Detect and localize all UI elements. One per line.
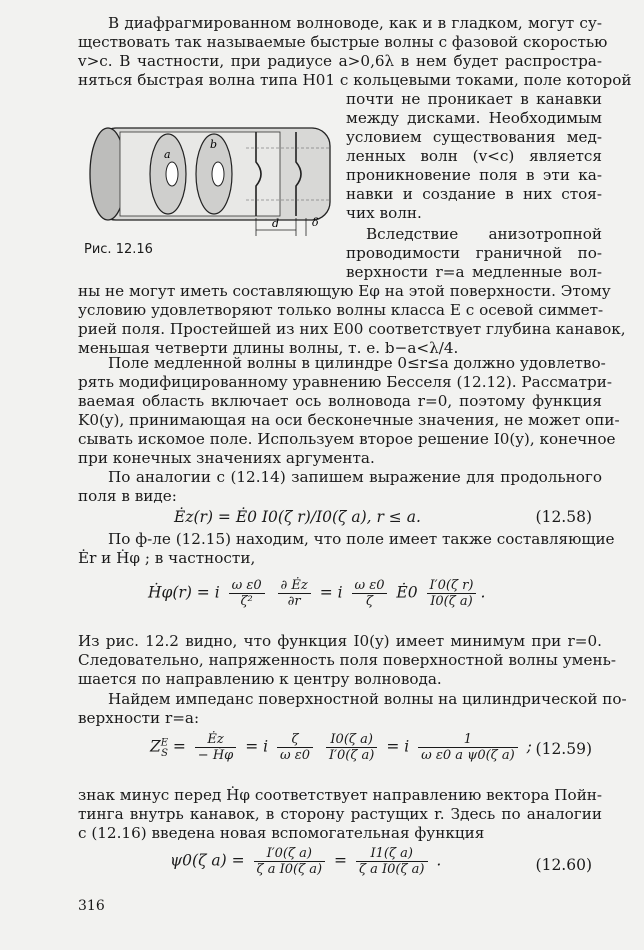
- label-delta: δ: [312, 216, 319, 229]
- text-line: Найдем импеданс поверхностной волны на цилиндрической по-: [108, 690, 627, 708]
- text-line: рять модифицированному уравнению Бесселя (12.12). Рассматри-: [78, 373, 612, 391]
- fraction: [418, 732, 518, 763]
- paragraph-7: [78, 690, 627, 728]
- text-line: ществовать так называемые быстрые волны с фазовой скоростью: [78, 33, 608, 51]
- text-line: сывать искомое поле. Используем второе решение I0(y), конечное: [78, 430, 616, 448]
- text-line: поля в виде:: [78, 487, 177, 505]
- denominator: ζ²: [240, 594, 253, 609]
- side-column-2: [346, 225, 602, 282]
- text-line: рией поля. Простейшей из них E00 соответствует глубина канавок,: [78, 320, 626, 338]
- text-line: почти не проникает в канавки: [346, 90, 602, 108]
- eq-mid: = i: [245, 737, 269, 756]
- paragraph-1: [78, 14, 632, 90]
- text-line: няться быстрая волна типа H01 с кольцевыми токами, поле которой: [78, 71, 632, 89]
- figure-waveguide: [80, 118, 340, 238]
- fraction: [356, 846, 428, 877]
- numerator: I1(ζ a): [356, 846, 428, 862]
- figure-caption: Рис. 12.16: [84, 242, 153, 257]
- denominator: ω ε0 a ψ0(ζ a): [421, 748, 515, 763]
- paragraph-2: [78, 282, 626, 358]
- text-line: верхности r=a медленные вол-: [346, 263, 602, 281]
- text-line: По ф-ле (12.15) находим, что поле имеет также составляющие: [108, 530, 615, 548]
- text-line: Следовательно, напряженность поля поверхностной волны умень-: [78, 651, 616, 669]
- text-line: проводимости граничной по-: [346, 244, 602, 262]
- label-a: a: [164, 148, 171, 161]
- text-line: ваемая область включает ось волновода r=0, поэтому функция: [78, 392, 602, 410]
- fraction: [254, 846, 326, 877]
- numerator: I0(ζ a): [326, 732, 377, 748]
- eq-mid: = i: [319, 583, 343, 602]
- equation-number: (12.60): [535, 856, 592, 874]
- text-line: v>c. В частности, при радиусе a>0,6λ в нем будет распростра-: [78, 52, 602, 70]
- text-line: навки и создание в них стоя-: [346, 185, 602, 203]
- denominator: ζ: [365, 594, 374, 609]
- equation-12-59: $Z^E_S$ = $\frac{Ėz}{\text{− Ḣφ}}$ = i $\frac{\zeta}{\text{ω ε0}}$ $\frac{\text{I0(ζ a)}}{\text{I′0(ζ a)}}$ = i $\frac{1}{\text{ω ε0 a ψ0(ζ a)}}$ ;: [150, 732, 532, 763]
- text-line: K0(y), принимающая на оси бесконечные значения, не может опи-: [78, 411, 620, 429]
- denominator: ∂r: [287, 594, 301, 609]
- text-line: чих волн.: [346, 204, 422, 222]
- numerator: I′0(ζ r): [427, 578, 477, 594]
- label-d: d: [272, 217, 280, 230]
- text-line: Ėr и Ḣφ ; в частности,: [78, 549, 256, 567]
- text-line: В диафрагмированном волноводе, как и в гладком, могут су-: [108, 14, 602, 32]
- denominator: ζ a I0(ζ a): [358, 862, 425, 877]
- text-line: верхности r=a:: [78, 709, 200, 727]
- equation-h-phi: Ḣφ(r) = i $\frac{\text{ω ε0}}{\text{ζ²}}$ $\frac{\partial Ėz}{\partial r}$ = i $\frac{\text{ω ε0}}{\zeta}$ Ė0 $\frac{\text{I′0(ζ r)}}{\text{I0(ζ a)}}$ .: [148, 578, 486, 609]
- side-column-1: [346, 90, 602, 223]
- eq-sub: S: [161, 747, 168, 759]
- numerator: ω ε0: [229, 578, 265, 594]
- fraction: [352, 578, 388, 609]
- label-b: b: [210, 138, 218, 151]
- eq-lhs: Ḣφ(r) = i: [148, 583, 220, 602]
- text-line: Поле медленной волны в цилиндре 0≤r≤a должно удовлетво-: [108, 354, 606, 372]
- text-line: меньшая четверти длины волны, т. е. b−a<λ/4.: [78, 339, 459, 357]
- text-line: проникновение поля в эти ка-: [346, 166, 602, 184]
- text-line: Вследствие анизотропной: [366, 225, 602, 243]
- text-line: условием существования мед-: [346, 128, 602, 146]
- eq-mid: =: [334, 851, 348, 870]
- paragraph-3: [78, 354, 620, 468]
- eq-mid: = i: [386, 737, 410, 756]
- text-line: тинга внутрь канавок, в сторону растущих r. Здесь по аналогии: [78, 805, 602, 823]
- page-number: 316: [78, 898, 105, 914]
- denominator: I′0(ζ a): [328, 748, 375, 763]
- paragraph-8: [78, 786, 602, 843]
- numerator: 1: [418, 732, 518, 748]
- text-line: условию удовлетворяют только волны класса E с осевой симмет-: [78, 301, 604, 319]
- paragraph-4: [78, 468, 602, 506]
- text-line: шается по направлению к центру волновода.: [78, 670, 442, 688]
- eq-lhs: ψ0(ζ a) =: [170, 851, 245, 870]
- fraction: [326, 732, 377, 763]
- eq-sup: E: [160, 737, 169, 749]
- denominator: − Ḣφ: [197, 748, 234, 763]
- text-line: знак минус перед Ḣφ соответствует направлению вектора Пойн-: [78, 786, 603, 804]
- denominator: ω ε0: [280, 748, 310, 763]
- fraction: [427, 578, 477, 609]
- denominator: I0(ζ a): [430, 594, 473, 609]
- equation-number: (12.59): [535, 740, 592, 758]
- fraction: [277, 732, 313, 763]
- equation-number: (12.58): [535, 508, 592, 526]
- paragraph-5: [78, 530, 615, 568]
- text-line: Из рис. 12.2 видно, что функция I0(y) имеет минимум при r=0.: [78, 632, 602, 650]
- text-line: с (12.16) введена новая вспомогательная функция: [78, 824, 485, 842]
- denominator: ζ a I0(ζ a): [256, 862, 323, 877]
- numerator: ζ: [277, 732, 313, 748]
- equation-12-58: Ėz(r) = Ė0 I0(ζ r)/I0(ζ a), r ≤ a.: [174, 508, 421, 526]
- text-line: По аналогии с (12.14) запишем выражение для продольного: [108, 468, 602, 486]
- text-line: ны не могут иметь составляющую Eφ на этой поверхности. Этому: [78, 282, 611, 300]
- paragraph-6: [78, 632, 616, 689]
- numerator: ω ε0: [352, 578, 388, 594]
- eq-term: Ė0: [396, 583, 418, 602]
- numerator: I′0(ζ a): [254, 846, 326, 862]
- numerator: Ėz: [195, 732, 236, 748]
- fraction: [195, 732, 236, 763]
- equation-12-60: ψ0(ζ a) = $\frac{\text{I′0(ζ a)}}{\text{ζ a I0(ζ a)}}$ = $\frac{\text{I1(ζ a)}}{\text{ζ a I0(ζ a)}}$ .: [170, 846, 442, 877]
- numerator: ∂ Ėz: [278, 578, 311, 594]
- eq-lhs: Z: [150, 737, 161, 756]
- text-line: при конечных значениях аргумента.: [78, 449, 375, 467]
- fraction: [278, 578, 311, 609]
- text-line: ленных волн (v<c) является: [346, 147, 602, 165]
- text-line: между дисками. Необходимым: [346, 109, 602, 127]
- fraction: [229, 578, 265, 609]
